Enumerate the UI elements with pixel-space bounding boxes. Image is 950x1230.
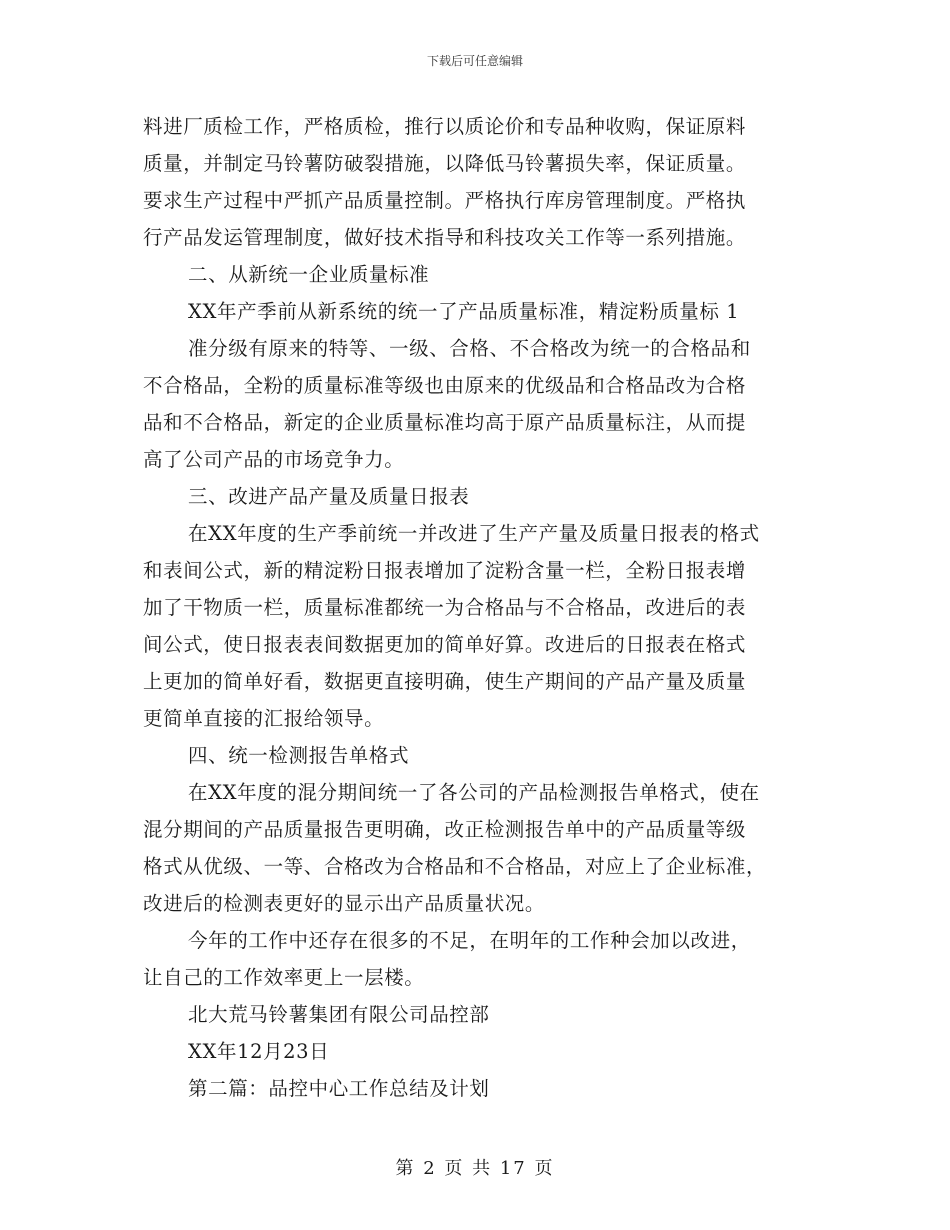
text-line: 四、统一检测报告单格式 bbox=[188, 744, 410, 767]
text-line: 高了公司产品的市场竞争力。 bbox=[143, 448, 405, 471]
text-line: 二、从新统一企业质量标准 bbox=[188, 263, 430, 286]
text-line: 更简单直接的汇报给领导。 bbox=[143, 707, 385, 730]
text-line: XX年产季前从新系统的统一了产品质量标准，精淀粉质量标 1 bbox=[188, 300, 740, 323]
text-line: 在XX年度的混分期间统一了各公司的产品检测报告单格式，使在 bbox=[188, 781, 760, 804]
text-line: 料进厂质检工作，严格质检，推行以质论价和专品种收购，保证原料 bbox=[143, 115, 747, 138]
text-line: 要求生产过程中严抓产品质量控制。严格执行库房管理制度。严格执 bbox=[143, 189, 747, 212]
text-line: 上更加的简单好看，数据更直接明确，使生产期间的产品产量及质量 bbox=[143, 670, 747, 693]
text-line: 和表间公式，新的精淀粉日报表增加了淀粉含量一栏，全粉日报表增 bbox=[143, 559, 747, 582]
text-line: 行产品发运管理制度，做好技术指导和科技攻关工作等一系列措施。 bbox=[143, 226, 747, 249]
text-line: 质量，并制定马铃薯防破裂措施，以降低马铃薯损失率，保证质量。 bbox=[143, 152, 747, 175]
text-line: 今年的工作中还存在很多的不足，在明年的工作种会加以改进， bbox=[188, 929, 751, 952]
text-line: 不合格品，全粉的质量标准等级也由原来的优级品和合格品改为合格 bbox=[143, 374, 747, 397]
text-line: 间公式，使日报表表间数据更加的简单好算。改进后的日报表在格式 bbox=[143, 633, 747, 656]
document-body bbox=[143, 108, 808, 1107]
text-line: 改进后的检测表更好的显示出产品质量状况。 bbox=[143, 892, 546, 915]
text-line: 品和不合格品，新定的企业质量标准均高于原产品质量标注，从而提 bbox=[143, 411, 747, 434]
text-line: 三、改进产品产量及质量日报表 bbox=[188, 485, 470, 508]
page-header: 下载后可任意编辑 bbox=[426, 54, 523, 68]
text-line: 加了干物质一栏，质量标准都统一为合格品与不合格品，改进后的表 bbox=[143, 596, 747, 619]
text-line: 格式从优级、一等、合格改为合格品和不合格品，对应上了企业标准， bbox=[143, 855, 767, 878]
text-line: XX年12月23日 bbox=[188, 1040, 330, 1063]
text-line: 让自己的工作效率更上一层楼。 bbox=[143, 966, 425, 989]
page-footer: 第 2 页 共 17 页 bbox=[395, 1158, 555, 1179]
text-line: 混分期间的产品质量报告更明确，改正检测报告单中的产品质量等级 bbox=[143, 818, 747, 841]
text-line: 第二篇：品控中心工作总结及计划 bbox=[188, 1077, 490, 1100]
text-line: 在XX年度的生产季前统一并改进了生产产量及质量日报表的格式 bbox=[188, 522, 760, 545]
text-line: 北大荒马铃薯集团有限公司品控部 bbox=[188, 1003, 490, 1026]
text-line: 准分级有原来的特等、一级、合格、不合格改为统一的合格品和 bbox=[188, 337, 751, 360]
